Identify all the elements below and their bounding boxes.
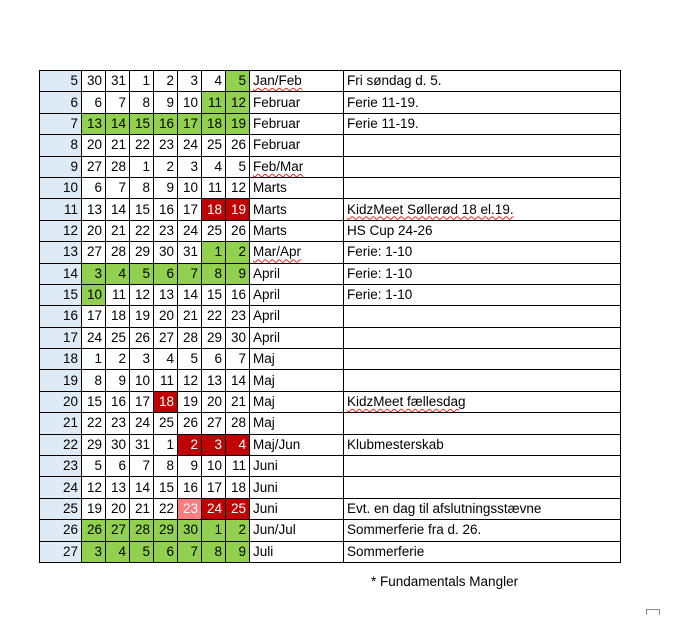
- week-number-cell[interactable]: 22: [40, 434, 82, 455]
- day-cell[interactable]: 6: [106, 456, 130, 477]
- month-cell[interactable]: [250, 456, 344, 477]
- week-number-cell[interactable]: 21: [40, 413, 82, 434]
- day-cell[interactable]: 10: [178, 177, 202, 198]
- day-cell[interactable]: 14: [106, 199, 130, 220]
- month-label: Jan/Feb: [253, 73, 302, 89]
- day-cell[interactable]: 24: [82, 327, 106, 348]
- day-cell[interactable]: 25: [106, 327, 130, 348]
- day-cell[interactable]: 23: [154, 135, 178, 156]
- month-label: April: [253, 329, 281, 345]
- day-cell[interactable]: 18: [202, 113, 226, 134]
- note-cell[interactable]: [344, 456, 621, 477]
- note-text: Klubmesterskab: [347, 436, 444, 452]
- week-number-cell[interactable]: 9: [40, 156, 82, 177]
- week-row: [40, 177, 621, 198]
- day-cell[interactable]: 8: [202, 541, 226, 562]
- day-cell[interactable]: 17: [130, 391, 154, 412]
- week-row: [40, 370, 621, 391]
- day-cell[interactable]: 26: [82, 520, 106, 541]
- day-cell[interactable]: 21: [130, 498, 154, 519]
- month-cell[interactable]: [250, 242, 344, 263]
- month-cell[interactable]: [250, 113, 344, 134]
- day-cell[interactable]: 12: [226, 177, 250, 198]
- note-cell[interactable]: [344, 242, 621, 263]
- day-cell[interactable]: 22: [202, 306, 226, 327]
- week-row: [40, 434, 621, 455]
- day-cell[interactable]: 21: [226, 391, 250, 412]
- note-cell[interactable]: [344, 349, 621, 370]
- day-cell[interactable]: 5: [130, 263, 154, 284]
- day-cell[interactable]: 8: [82, 370, 106, 391]
- day-cell[interactable]: 10: [130, 370, 154, 391]
- day-cell[interactable]: 5: [130, 541, 154, 562]
- month-label: April: [253, 265, 281, 281]
- day-cell[interactable]: 1: [202, 242, 226, 263]
- day-cell[interactable]: 28: [226, 413, 250, 434]
- note-cell[interactable]: [344, 263, 621, 284]
- day-cell[interactable]: 17: [82, 306, 106, 327]
- day-cell[interactable]: 6: [82, 177, 106, 198]
- day-cell[interactable]: 4: [202, 156, 226, 177]
- note-cell[interactable]: [344, 71, 621, 92]
- day-cell[interactable]: 13: [106, 477, 130, 498]
- day-cell[interactable]: 9: [226, 263, 250, 284]
- day-cell[interactable]: 2: [178, 434, 202, 455]
- month-label: April: [253, 308, 281, 324]
- day-cell[interactable]: 7: [106, 177, 130, 198]
- month-cell[interactable]: [250, 156, 344, 177]
- day-cell[interactable]: 26: [178, 413, 202, 434]
- note-cell[interactable]: [344, 135, 621, 156]
- day-cell[interactable]: 1: [82, 349, 106, 370]
- week-number-cell[interactable]: 27: [40, 541, 82, 562]
- day-cell[interactable]: 7: [106, 92, 130, 113]
- day-cell[interactable]: 18: [202, 199, 226, 220]
- week-number-cell[interactable]: 19: [40, 370, 82, 391]
- week-row: [40, 498, 621, 519]
- day-cell[interactable]: 27: [82, 242, 106, 263]
- day-cell[interactable]: 16: [106, 391, 130, 412]
- week-row: [40, 156, 621, 177]
- day-cell[interactable]: 12: [226, 92, 250, 113]
- day-cell[interactable]: 22: [82, 413, 106, 434]
- day-cell[interactable]: 20: [154, 306, 178, 327]
- day-cell[interactable]: 19: [226, 199, 250, 220]
- week-row: [40, 263, 621, 284]
- day-cell[interactable]: 25: [202, 220, 226, 241]
- day-cell[interactable]: 22: [130, 135, 154, 156]
- day-cell[interactable]: 2: [154, 71, 178, 92]
- day-cell[interactable]: 2: [226, 242, 250, 263]
- note-cell[interactable]: [344, 156, 621, 177]
- day-cell[interactable]: 20: [82, 220, 106, 241]
- month-cell[interactable]: [250, 284, 344, 305]
- week-number-cell[interactable]: 6: [40, 92, 82, 113]
- day-cell[interactable]: 3: [178, 156, 202, 177]
- note-text: KidzMeet fællesdag: [347, 394, 466, 410]
- week-row: [40, 541, 621, 562]
- day-cell[interactable]: 4: [226, 434, 250, 455]
- month-label: Mar/Apr: [253, 244, 302, 260]
- day-cell[interactable]: 25: [226, 498, 250, 519]
- week-number-cell[interactable]: 7: [40, 113, 82, 134]
- day-cell[interactable]: 7: [178, 263, 202, 284]
- month-cell[interactable]: [250, 349, 344, 370]
- month-label: Marts: [253, 201, 287, 217]
- week-row: [40, 327, 621, 348]
- month-label: Maj: [253, 351, 275, 367]
- week-row: [40, 456, 621, 477]
- day-cell[interactable]: 28: [178, 327, 202, 348]
- day-cell[interactable]: 15: [130, 199, 154, 220]
- month-label: Maj: [253, 415, 275, 431]
- day-cell[interactable]: 30: [82, 71, 106, 92]
- day-cell[interactable]: 19: [82, 498, 106, 519]
- month-label: Jun/Jul: [253, 522, 296, 538]
- week-row: [40, 349, 621, 370]
- week-number-cell[interactable]: 26: [40, 520, 82, 541]
- week-row: [40, 135, 621, 156]
- day-cell[interactable]: 5: [82, 456, 106, 477]
- day-cell[interactable]: 29: [130, 242, 154, 263]
- day-cell[interactable]: 1: [130, 156, 154, 177]
- day-cell[interactable]: 22: [154, 498, 178, 519]
- day-cell[interactable]: 16: [154, 199, 178, 220]
- week-number-cell[interactable]: 24: [40, 477, 82, 498]
- month-label: Juli: [253, 543, 274, 559]
- week-number-cell[interactable]: 16: [40, 306, 82, 327]
- day-cell[interactable]: 21: [106, 220, 130, 241]
- day-cell[interactable]: 13: [154, 284, 178, 305]
- week-number-cell[interactable]: 23: [40, 456, 82, 477]
- day-cell[interactable]: 24: [202, 498, 226, 519]
- month-label: Juni: [253, 501, 278, 516]
- calendar-table: [39, 70, 621, 563]
- note-cell[interactable]: [344, 113, 621, 134]
- day-cell[interactable]: 11: [202, 177, 226, 198]
- day-cell[interactable]: 22: [130, 220, 154, 241]
- day-cell[interactable]: 19: [178, 391, 202, 412]
- day-cell[interactable]: 21: [178, 306, 202, 327]
- day-cell[interactable]: 23: [106, 413, 130, 434]
- note-cell[interactable]: [344, 220, 621, 241]
- day-cell[interactable]: 4: [154, 349, 178, 370]
- week-row: [40, 71, 621, 92]
- day-cell[interactable]: 9: [226, 541, 250, 562]
- note-cell[interactable]: [344, 434, 621, 455]
- day-cell[interactable]: 18: [154, 391, 178, 412]
- week-row: [40, 284, 621, 305]
- week-number-cell[interactable]: 13: [40, 242, 82, 263]
- month-label: Marts: [253, 180, 287, 196]
- day-cell[interactable]: 20: [106, 498, 130, 519]
- footnote: * Fundamentals Mangler: [371, 574, 519, 589]
- note-text: Ferie: 1-10: [347, 244, 413, 260]
- day-cell[interactable]: 24: [178, 220, 202, 241]
- month-label: Juni: [253, 458, 278, 474]
- note-cell[interactable]: [344, 177, 621, 198]
- month-cell[interactable]: [250, 520, 344, 541]
- day-cell[interactable]: 20: [82, 135, 106, 156]
- day-cell[interactable]: 12: [82, 477, 106, 498]
- week-row: [40, 413, 621, 434]
- day-cell[interactable]: 23: [178, 498, 202, 519]
- note-cell[interactable]: [344, 520, 621, 541]
- month-cell[interactable]: [250, 370, 344, 391]
- note-text: Evt. en dag til afslutningsstævne: [347, 501, 542, 516]
- week-number-cell[interactable]: 11: [40, 199, 82, 220]
- day-cell[interactable]: 20: [202, 391, 226, 412]
- day-cell[interactable]: 3: [202, 434, 226, 455]
- day-cell[interactable]: 15: [154, 477, 178, 498]
- day-cell[interactable]: 27: [154, 327, 178, 348]
- day-cell[interactable]: 9: [154, 177, 178, 198]
- day-cell[interactable]: 26: [226, 220, 250, 241]
- day-cell[interactable]: 16: [178, 477, 202, 498]
- day-cell[interactable]: 7: [130, 456, 154, 477]
- month-cell[interactable]: [250, 199, 344, 220]
- day-cell[interactable]: 11: [226, 456, 250, 477]
- day-cell[interactable]: 14: [178, 284, 202, 305]
- day-cell[interactable]: 17: [202, 477, 226, 498]
- day-cell[interactable]: 10: [202, 456, 226, 477]
- day-cell[interactable]: 25: [154, 413, 178, 434]
- day-cell[interactable]: 15: [202, 284, 226, 305]
- month-label: Februar: [253, 94, 301, 110]
- month-label: April: [253, 287, 281, 303]
- day-cell[interactable]: 11: [106, 284, 130, 305]
- day-cell[interactable]: 6: [82, 92, 106, 113]
- day-cell[interactable]: 4: [106, 541, 130, 562]
- day-cell[interactable]: 16: [154, 113, 178, 134]
- note-text: Ferie: 1-10: [347, 265, 413, 281]
- day-cell[interactable]: 4: [106, 263, 130, 284]
- note-text: Sommerferie fra d. 26.: [347, 522, 482, 538]
- note-text: KidzMeet Søllerød 18 el.19.: [347, 201, 514, 217]
- month-label: Marts: [253, 222, 287, 238]
- month-label: Maj/Jun: [253, 436, 301, 452]
- day-cell[interactable]: 30: [154, 242, 178, 263]
- day-cell[interactable]: 8: [130, 92, 154, 113]
- day-cell[interactable]: 15: [82, 391, 106, 412]
- day-cell[interactable]: 10: [82, 284, 106, 305]
- month-label: Maj: [253, 394, 275, 410]
- week-row: [40, 113, 621, 134]
- note-cell[interactable]: [344, 498, 621, 519]
- note-cell[interactable]: [344, 477, 621, 498]
- day-cell[interactable]: 19: [226, 113, 250, 134]
- note-cell[interactable]: [344, 541, 621, 562]
- day-cell[interactable]: 23: [154, 220, 178, 241]
- day-cell[interactable]: 26: [226, 135, 250, 156]
- day-cell[interactable]: 3: [82, 263, 106, 284]
- day-cell[interactable]: 28: [130, 520, 154, 541]
- day-cell[interactable]: 25: [202, 135, 226, 156]
- note-cell[interactable]: [344, 413, 621, 434]
- month-cell[interactable]: [250, 498, 344, 519]
- week-number-cell[interactable]: 5: [40, 71, 82, 92]
- day-cell[interactable]: 2: [226, 520, 250, 541]
- week-row: [40, 520, 621, 541]
- week-number-cell[interactable]: 25: [40, 498, 82, 519]
- day-cell[interactable]: 27: [202, 413, 226, 434]
- month-cell[interactable]: [250, 327, 344, 348]
- day-cell[interactable]: 31: [178, 242, 202, 263]
- week-number-cell[interactable]: 17: [40, 327, 82, 348]
- day-cell[interactable]: 8: [202, 263, 226, 284]
- day-cell[interactable]: 30: [178, 520, 202, 541]
- note-text: Ferie: 1-10: [347, 287, 413, 303]
- day-cell[interactable]: 15: [130, 113, 154, 134]
- day-cell[interactable]: 9: [178, 456, 202, 477]
- day-cell[interactable]: 29: [154, 520, 178, 541]
- month-label: Februar: [253, 115, 301, 131]
- day-cell[interactable]: 16: [226, 284, 250, 305]
- note-text: Ferie 11-19.: [347, 115, 419, 131]
- week-number-cell[interactable]: 14: [40, 263, 82, 284]
- day-cell[interactable]: 5: [226, 71, 250, 92]
- note-text: Ferie 11-19.: [347, 94, 419, 110]
- note-text: Sommerferie: [347, 543, 425, 559]
- day-cell[interactable]: 29: [202, 327, 226, 348]
- month-label: Juni: [253, 479, 278, 495]
- day-cell[interactable]: 11: [154, 370, 178, 391]
- note-cell[interactable]: [344, 327, 621, 348]
- day-cell[interactable]: 2: [106, 349, 130, 370]
- month-label: Februar: [253, 137, 301, 153]
- month-label: Feb/Mar: [253, 158, 304, 174]
- day-cell[interactable]: 6: [154, 541, 178, 562]
- week-number-cell[interactable]: 20: [40, 391, 82, 412]
- month-cell[interactable]: [250, 71, 344, 92]
- day-cell[interactable]: 29: [82, 434, 106, 455]
- day-cell[interactable]: 28: [106, 156, 130, 177]
- day-cell[interactable]: 12: [178, 370, 202, 391]
- note-cell[interactable]: [344, 92, 621, 113]
- day-cell[interactable]: 14: [226, 370, 250, 391]
- day-cell[interactable]: 5: [178, 349, 202, 370]
- day-cell[interactable]: 13: [202, 370, 226, 391]
- day-cell[interactable]: 4: [202, 71, 226, 92]
- month-cell[interactable]: [250, 434, 344, 455]
- day-cell[interactable]: 1: [154, 434, 178, 455]
- day-cell[interactable]: 18: [106, 306, 130, 327]
- day-cell[interactable]: 9: [154, 92, 178, 113]
- day-cell[interactable]: 3: [178, 71, 202, 92]
- day-cell[interactable]: 1: [130, 71, 154, 92]
- day-cell[interactable]: 14: [106, 113, 130, 134]
- month-cell[interactable]: [250, 135, 344, 156]
- week-row: [40, 391, 621, 412]
- day-cell[interactable]: 5: [226, 156, 250, 177]
- day-cell[interactable]: 11: [202, 92, 226, 113]
- week-row: [40, 92, 621, 113]
- day-cell[interactable]: 10: [178, 92, 202, 113]
- day-cell[interactable]: 8: [130, 177, 154, 198]
- day-cell[interactable]: 6: [202, 349, 226, 370]
- day-cell[interactable]: 12: [130, 284, 154, 305]
- day-cell[interactable]: 2: [154, 156, 178, 177]
- day-cell[interactable]: 13: [82, 113, 106, 134]
- day-cell[interactable]: 3: [130, 349, 154, 370]
- month-cell[interactable]: [250, 263, 344, 284]
- day-cell[interactable]: 27: [106, 520, 130, 541]
- month-cell[interactable]: [250, 413, 344, 434]
- day-cell[interactable]: 24: [130, 413, 154, 434]
- day-cell[interactable]: 26: [130, 327, 154, 348]
- calendar-body: [40, 71, 621, 563]
- month-cell[interactable]: [250, 220, 344, 241]
- week-number-cell[interactable]: 8: [40, 135, 82, 156]
- month-cell[interactable]: [250, 306, 344, 327]
- month-cell[interactable]: [250, 92, 344, 113]
- day-cell[interactable]: 17: [178, 113, 202, 134]
- month-cell[interactable]: [250, 177, 344, 198]
- month-cell[interactable]: [250, 477, 344, 498]
- week-number-cell[interactable]: 18: [40, 349, 82, 370]
- day-cell[interactable]: 6: [154, 263, 178, 284]
- note-cell[interactable]: [344, 284, 621, 305]
- week-number-cell[interactable]: 10: [40, 177, 82, 198]
- day-cell[interactable]: 1: [202, 520, 226, 541]
- day-cell[interactable]: 21: [106, 135, 130, 156]
- day-cell[interactable]: 18: [226, 477, 250, 498]
- day-cell[interactable]: 13: [82, 199, 106, 220]
- week-row: [40, 199, 621, 220]
- document-corner-mark: [646, 609, 660, 615]
- day-cell[interactable]: 24: [178, 135, 202, 156]
- day-cell[interactable]: 8: [154, 456, 178, 477]
- day-cell[interactable]: 7: [226, 349, 250, 370]
- day-cell[interactable]: 28: [106, 242, 130, 263]
- week-row: [40, 242, 621, 263]
- day-cell[interactable]: 31: [106, 71, 130, 92]
- note-cell[interactable]: [344, 199, 621, 220]
- week-row: [40, 220, 621, 241]
- month-cell[interactable]: [250, 391, 344, 412]
- week-number-cell[interactable]: 12: [40, 220, 82, 241]
- day-cell[interactable]: 30: [106, 434, 130, 455]
- day-cell[interactable]: 7: [178, 541, 202, 562]
- day-cell[interactable]: 9: [106, 370, 130, 391]
- month-cell[interactable]: [250, 541, 344, 562]
- day-cell[interactable]: 23: [226, 306, 250, 327]
- month-label: Maj: [253, 372, 275, 388]
- note-text: HS Cup 24-26: [347, 222, 433, 238]
- day-cell[interactable]: 30: [226, 327, 250, 348]
- note-cell[interactable]: [344, 370, 621, 391]
- note-text: Fri søndag d. 5.: [347, 73, 442, 89]
- week-row: [40, 306, 621, 327]
- week-row: [40, 477, 621, 498]
- day-cell[interactable]: 14: [130, 477, 154, 498]
- week-number-cell[interactable]: 15: [40, 284, 82, 305]
- day-cell[interactable]: 27: [82, 156, 106, 177]
- day-cell[interactable]: 31: [130, 434, 154, 455]
- day-cell[interactable]: 17: [178, 199, 202, 220]
- note-cell[interactable]: [344, 306, 621, 327]
- note-cell[interactable]: [344, 391, 621, 412]
- day-cell[interactable]: 19: [130, 306, 154, 327]
- day-cell[interactable]: 3: [82, 541, 106, 562]
